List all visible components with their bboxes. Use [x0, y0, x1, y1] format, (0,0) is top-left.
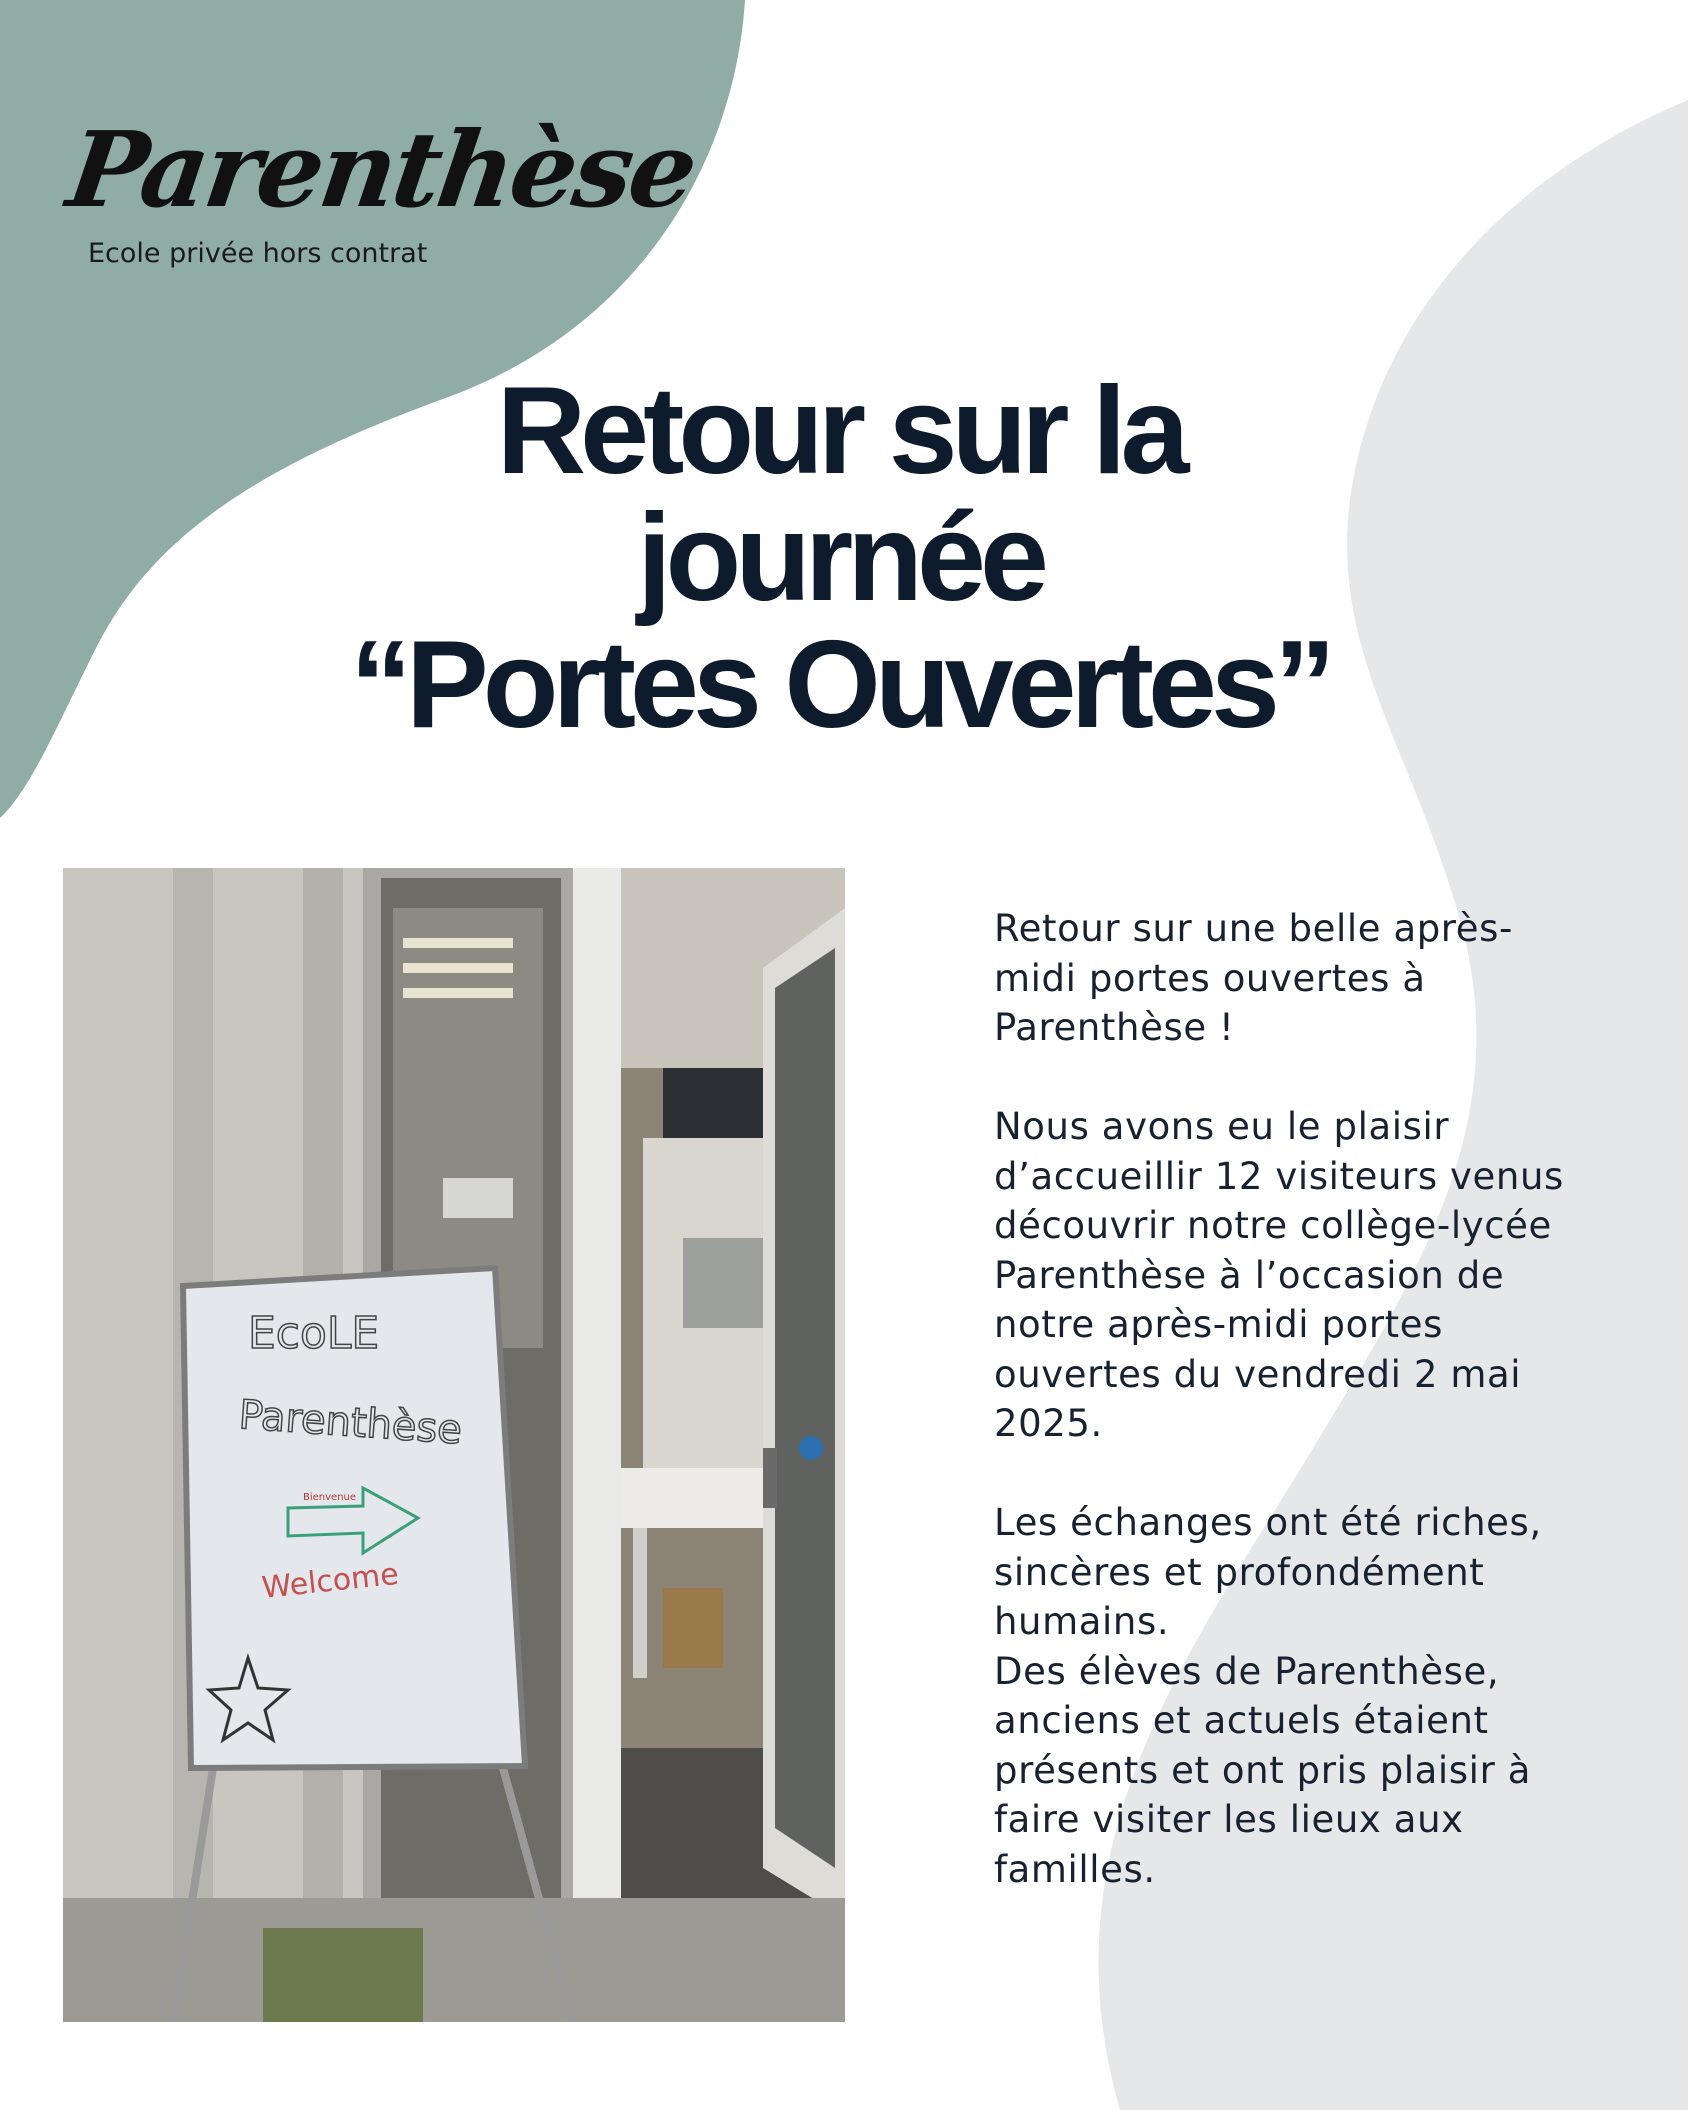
title-line-3: “Portes Ouvertes” — [350, 616, 1330, 754]
paragraph-exchanges: Les échanges ont été riches, sincères et profondément humains. — [994, 1501, 1542, 1643]
title-line-1: Retour sur la — [496, 362, 1184, 500]
board-text-parenthese: Parenthèse — [237, 1392, 464, 1454]
paragraph-visitors: Nous avons eu le plaisir d’accueillir 12 visiteurs venus découvrir notre collège-lycée Parenthèse à l’occasion de notre après-midi portes ouvertes du vendredi 2 mai 2025. — [994, 1105, 1564, 1445]
paragraph-students: Des élèves de Parenthèse, anciens et actuels étaient présents et ont pris plaisir à faire visiter les lieux aux familles. — [994, 1649, 1532, 1891]
board-text-welcome: Welcome — [260, 1556, 401, 1606]
title-line-2: journée — [637, 489, 1043, 627]
logo-wordmark: Parenthèse — [60, 108, 702, 231]
board-text-ecole: EcoLE — [248, 1308, 380, 1359]
logo-tagline: Ecole privée hors contrat — [88, 238, 428, 269]
page-title — [140, 362, 1540, 754]
door-mullion — [573, 868, 621, 2022]
paragraph-intro: Retour sur une belle après-midi portes ouvertes à Parenthèse ! — [994, 907, 1513, 1049]
board-text-bienvenue: Bienvenue — [303, 1492, 357, 1503]
school-logo — [60, 108, 702, 269]
article-text — [994, 904, 1594, 1894]
open-day-photo — [63, 868, 845, 2022]
